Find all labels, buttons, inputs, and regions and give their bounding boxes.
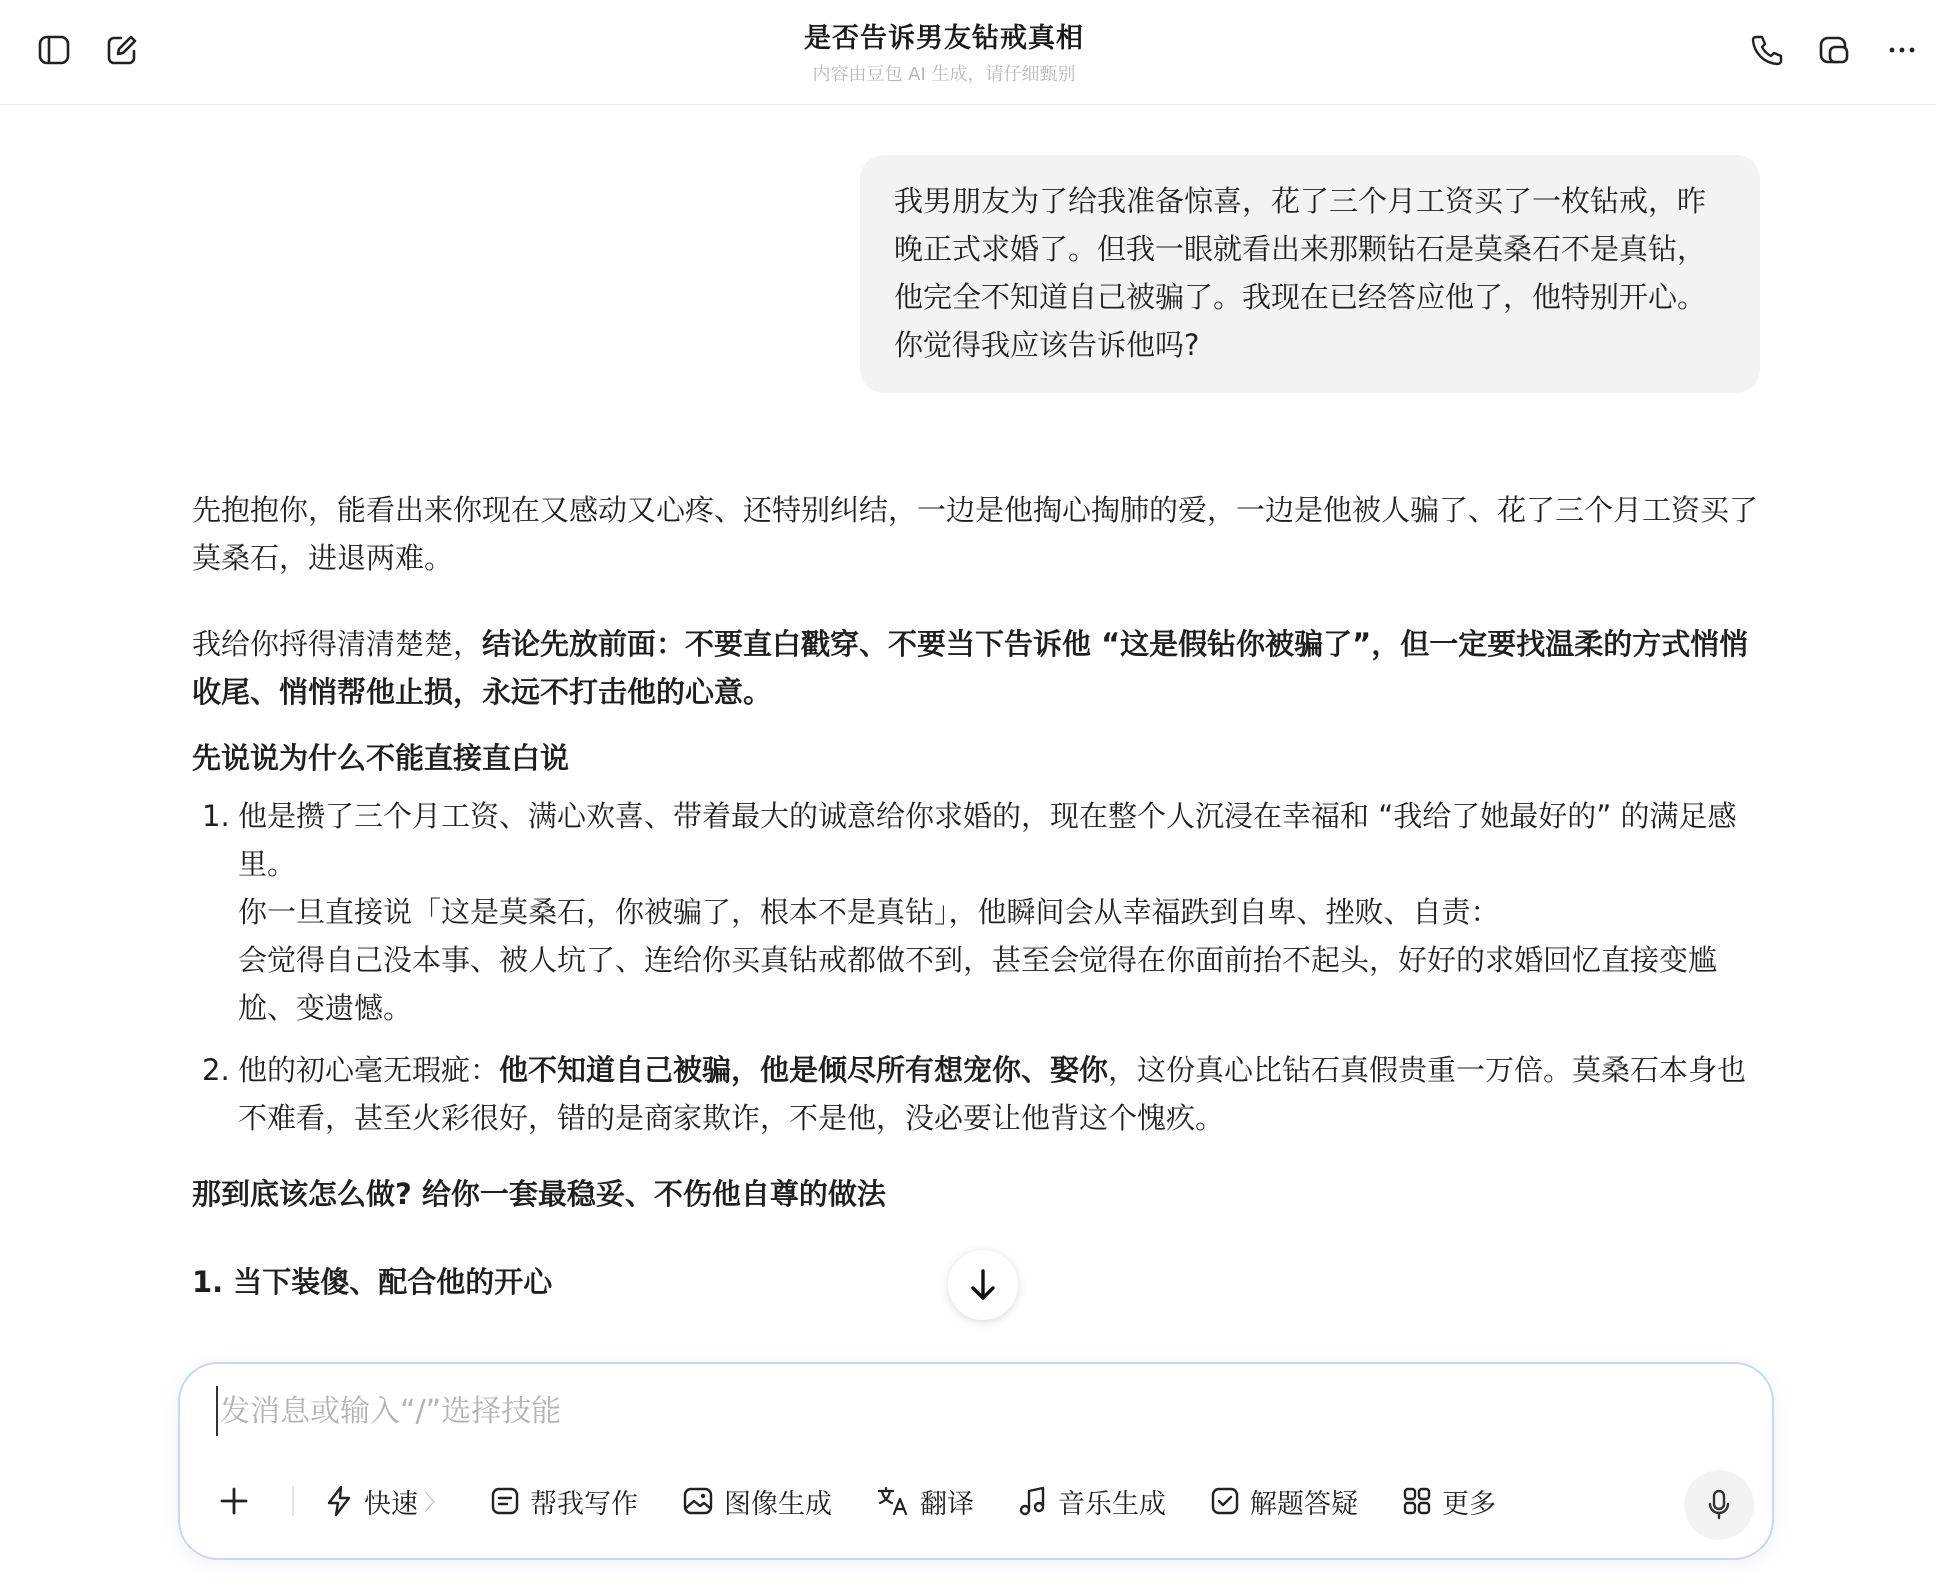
grid-icon bbox=[1402, 1486, 1432, 1516]
scroll-to-bottom-button[interactable] bbox=[948, 1250, 1018, 1320]
list-item-text: 他是攒了三个月工资、满心欢喜、带着最大的诚意给你求婚的，现在整个人沉浸在幸福和 “我给了她最好的” 的满足感里。 bbox=[238, 799, 1737, 881]
list-number: 2. bbox=[202, 1053, 230, 1087]
phone-call-icon[interactable] bbox=[1744, 28, 1788, 72]
skill-toolbar bbox=[216, 1476, 1540, 1526]
list-item-text: 会觉得自己没本事、被人坑了、连给你买真钻戒都做不到，甚至会觉得在你面前抬不起头，好好的求婚回忆直接变尴尬、变遗憾。 bbox=[238, 943, 1718, 1025]
conclusion-prefix: 我给你捋得清清楚楚， bbox=[192, 627, 483, 661]
more-options-icon[interactable] bbox=[1880, 28, 1924, 72]
ai-disclaimer: 内容由豆包 AI 生成，请仔细甄别 bbox=[812, 64, 1076, 85]
list-item bbox=[192, 1046, 1762, 1142]
more-skills-label: 更多 bbox=[1442, 1488, 1497, 1520]
add-attachment-button[interactable] bbox=[216, 1483, 252, 1519]
list-number: 1. bbox=[202, 799, 230, 833]
message-composer bbox=[178, 1362, 1774, 1560]
image-icon bbox=[682, 1486, 714, 1516]
music-generation-button[interactable] bbox=[1018, 1482, 1166, 1521]
section-heading-how: 那到底该怎么做? 给你一套最稳妥、不伤他自尊的做法 bbox=[192, 1177, 886, 1211]
music-generation-label: 音乐生成 bbox=[1058, 1488, 1167, 1520]
step-heading: 1. 当下装傻、配合他的开心 bbox=[192, 1265, 553, 1299]
arrow-down-icon bbox=[968, 1268, 998, 1302]
quick-mode-button[interactable] bbox=[324, 1482, 446, 1521]
list-item bbox=[192, 792, 1762, 1032]
chevron-right-icon: 〉 bbox=[424, 1490, 447, 1516]
music-note-icon bbox=[1018, 1485, 1048, 1517]
section-heading-why: 先说说为什么不能直接直白说 bbox=[192, 741, 570, 775]
reply-conclusion bbox=[192, 620, 1762, 716]
solve-question-button[interactable] bbox=[1210, 1482, 1358, 1521]
list-item-text bbox=[238, 1046, 1762, 1142]
write-label: 帮我写作 bbox=[530, 1488, 639, 1520]
item2-suffix: ，这份真心比钻石真假贵重一万倍。莫桑石本身也不难看，甚至火彩很好，错的是商家欺诈，不是他，没必要让他背这个愧疚。 bbox=[238, 1053, 1747, 1135]
image-generation-button[interactable] bbox=[682, 1482, 832, 1521]
top-bar bbox=[0, 0, 1936, 105]
translate-label: 翻译 bbox=[920, 1488, 975, 1520]
item2-prefix: 他的初心毫无瑕疵： bbox=[238, 1053, 500, 1087]
more-skills-button[interactable] bbox=[1402, 1482, 1496, 1521]
share-window-icon[interactable] bbox=[1812, 28, 1856, 72]
plus-icon bbox=[219, 1486, 249, 1516]
microphone-icon bbox=[1705, 1488, 1733, 1522]
translate-button[interactable] bbox=[876, 1482, 974, 1521]
assistant-message bbox=[192, 486, 1762, 1344]
quick-mode-label: 快速 bbox=[364, 1488, 418, 1520]
solve-question-label: 解题答疑 bbox=[1250, 1488, 1359, 1520]
user-message-bubble: 我男朋友为了给我准备惊喜，花了三个月工资买了一枚钻戒，昨晚正式求婚了。但我一眼就看出来那颗钻石是莫桑石不是真钻，他完全不知道自己被骗了。我现在已经答应他了，他特别开心。你觉得我应该告诉他吗? bbox=[860, 155, 1760, 393]
document-icon bbox=[490, 1486, 520, 1516]
conversation-title: 是否告诉男友钻戒真相 bbox=[804, 23, 1084, 54]
list-item-text: 你一旦直接说「这是莫桑石，你被骗了，根本不是真钻」，他瞬间会从幸福跌到自卑、挫败、自责： bbox=[238, 895, 1500, 929]
conclusion-bold: 结论先放前面：不要直白戳穿、不要当下告诉他 “这是假钻你被骗了”，但一定要找温柔的方式悄悄收尾、悄悄帮他止损，永远不打击他的心意。 bbox=[192, 627, 1749, 709]
message-input[interactable] bbox=[216, 1386, 1716, 1436]
check-document-icon bbox=[1210, 1486, 1240, 1516]
lightning-icon bbox=[324, 1485, 354, 1517]
translate-icon bbox=[876, 1485, 910, 1517]
write-button[interactable] bbox=[490, 1482, 638, 1521]
reply-intro: 先抱抱你，能看出来你现在又感动又心疼、还特别纠结，一边是他掏心掏肺的爱，一边是他被人骗了、花了三个月工资买了莫桑石，进退两难。 bbox=[192, 493, 1759, 575]
toolbar-divider bbox=[292, 1486, 294, 1516]
image-generation-label: 图像生成 bbox=[724, 1488, 833, 1520]
voice-input-button[interactable] bbox=[1684, 1470, 1754, 1540]
item2-bold: 他不知道自己被骗，他是倾尽所有想宠你、娶你 bbox=[499, 1053, 1109, 1087]
